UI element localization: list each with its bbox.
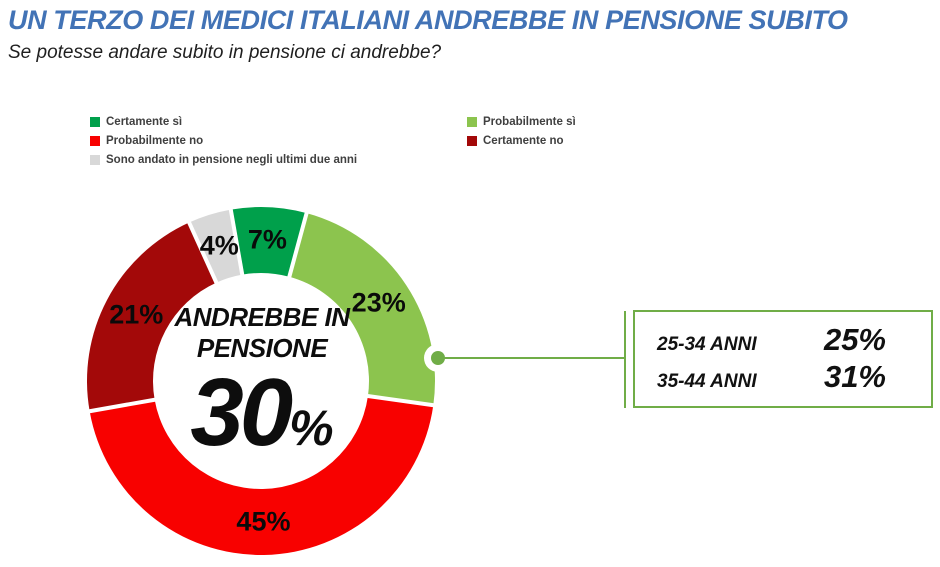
slice-percent-label-certamente-no: 21% [109,299,164,330]
center-value [151,359,373,466]
age-breakdown-callout [633,310,933,408]
callout-row [657,322,886,359]
center-value-number: 30 [190,359,290,466]
slice-percent-label-probabilmente-si: 23% [351,287,406,318]
callout-age-label: 25-34 ANNI [657,334,757,355]
center-line-1: ANDREBBE IN [174,302,350,332]
legend-label: Probabilmente no [106,134,204,147]
center-line-2: PENSIONE [196,333,328,363]
center-percent-sign: % [289,400,334,456]
slice-percent-label-probabilmente-no: 45% [236,506,291,537]
slice-percent-label-certamente-si: 7% [247,224,287,255]
slice-percent-label-sono-andato-in-pensione-negli-ultimi-due-anni: 4% [199,230,239,261]
page-title: UN TERZO DEI MEDICI ITALIANI ANDREBBE IN PENSIONE SUBITO [8,5,848,35]
legend-label: Probabilmente sì [483,115,576,128]
donut-center-label [151,302,373,466]
callout-age-value: 31% [823,359,886,394]
legend-label: Certamente no [483,134,564,147]
callout-age-value: 25% [823,322,886,357]
callout-connector-dot [431,351,445,365]
callout-age-label: 35-44 ANNI [657,371,757,392]
page-subtitle: Se potesse andare subito in pensione ci andrebbe? [8,42,442,63]
legend-label: Sono andato in pensione negli ultimi due anni [106,153,358,166]
callout-row [657,359,886,396]
legend-label: Certamente sì [106,115,183,128]
